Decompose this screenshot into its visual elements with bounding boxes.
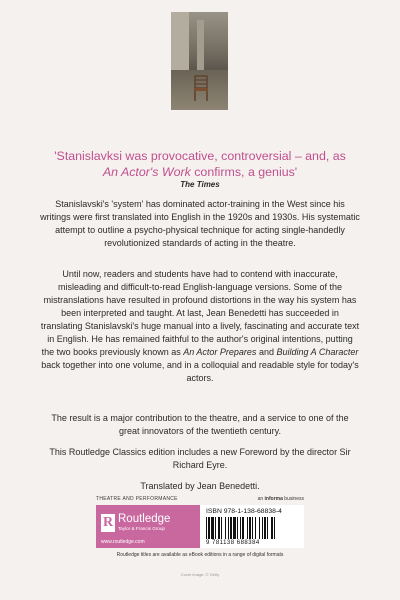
publisher-group: Taylor & Francis Group <box>118 526 165 531</box>
series-label: THEATRE AND PERFORMANCE <box>96 496 178 502</box>
cover-image-credit: Cover image: © Getty <box>180 572 220 577</box>
informa-label <box>258 496 304 502</box>
ebook-note: Routledge titles are available as eBook editions in a range of digital formats <box>116 552 284 558</box>
chair-icon <box>193 74 209 102</box>
informa-brand: informa <box>264 496 283 502</box>
barcode-box <box>200 505 304 548</box>
translator-credit: Translated by Jean Benedetti. <box>140 481 260 491</box>
barcode-icon <box>206 517 298 539</box>
informa-prefix: an <box>257 496 265 502</box>
cover-photo <box>171 12 228 110</box>
p2-title-2: Building A Character <box>276 347 359 357</box>
p2-text-c: back together into one volume, and in a colloquial and readable style for today's actors. <box>41 360 359 383</box>
quote-source: The Times <box>180 180 220 189</box>
quote-book-title: An Actor's Work <box>102 165 191 179</box>
publisher-url: www.routledge.com <box>101 539 145 545</box>
description-paragraph-1: Stanislavski's 'system' has dominated actor-training in the West since his writings were first translated into English in the 1920s and 1930s. His systematic attempt to outline a psycho-physical technique for acting single-handedly revolutionized standards of acting in the theatre. <box>40 199 360 248</box>
routledge-logo-box <box>96 505 200 548</box>
quote-line-2: confirms, a genius' <box>190 165 298 179</box>
routledge-logo-icon: R <box>102 515 114 530</box>
publisher-name: Routledge <box>118 513 171 525</box>
informa-suffix: business <box>282 496 304 502</box>
isbn-number: ISBN 978-1-138-68838-4 <box>206 508 282 515</box>
quote-line-1: 'Stanislavksi was provocative, controversial – and, as <box>54 149 346 163</box>
description-paragraph-3: The result is a major contribution to the theatre, and a service to one of the great innovators of the twentieth century. <box>51 413 349 436</box>
p2-text-a: Until now, readers and students have had to contend with inaccurate, misleading and difficult-to-read English-language versions. Some of the mistranslations have resulted in profound distortions in the way his system has been interpreted and taught. At last, Jean Benedetti has succeeded in translating Stanislavski's huge manual into a lively, fascinating and accurate text in English. He has remained faithful to the author's original intentions, putting the two books previously known as <box>40 269 360 357</box>
p2-title-1: An Actor Prepares <box>183 347 257 357</box>
barcode-digits: 9 781138 688384 <box>206 540 260 546</box>
description-paragraph-4: This Routledge Classics edition includes a new Foreword by the director Sir Richard Eyre. <box>49 447 351 470</box>
pull-quote <box>40 148 360 180</box>
p2-text-b: and <box>256 347 277 357</box>
description-paragraph-2 <box>40 268 360 385</box>
